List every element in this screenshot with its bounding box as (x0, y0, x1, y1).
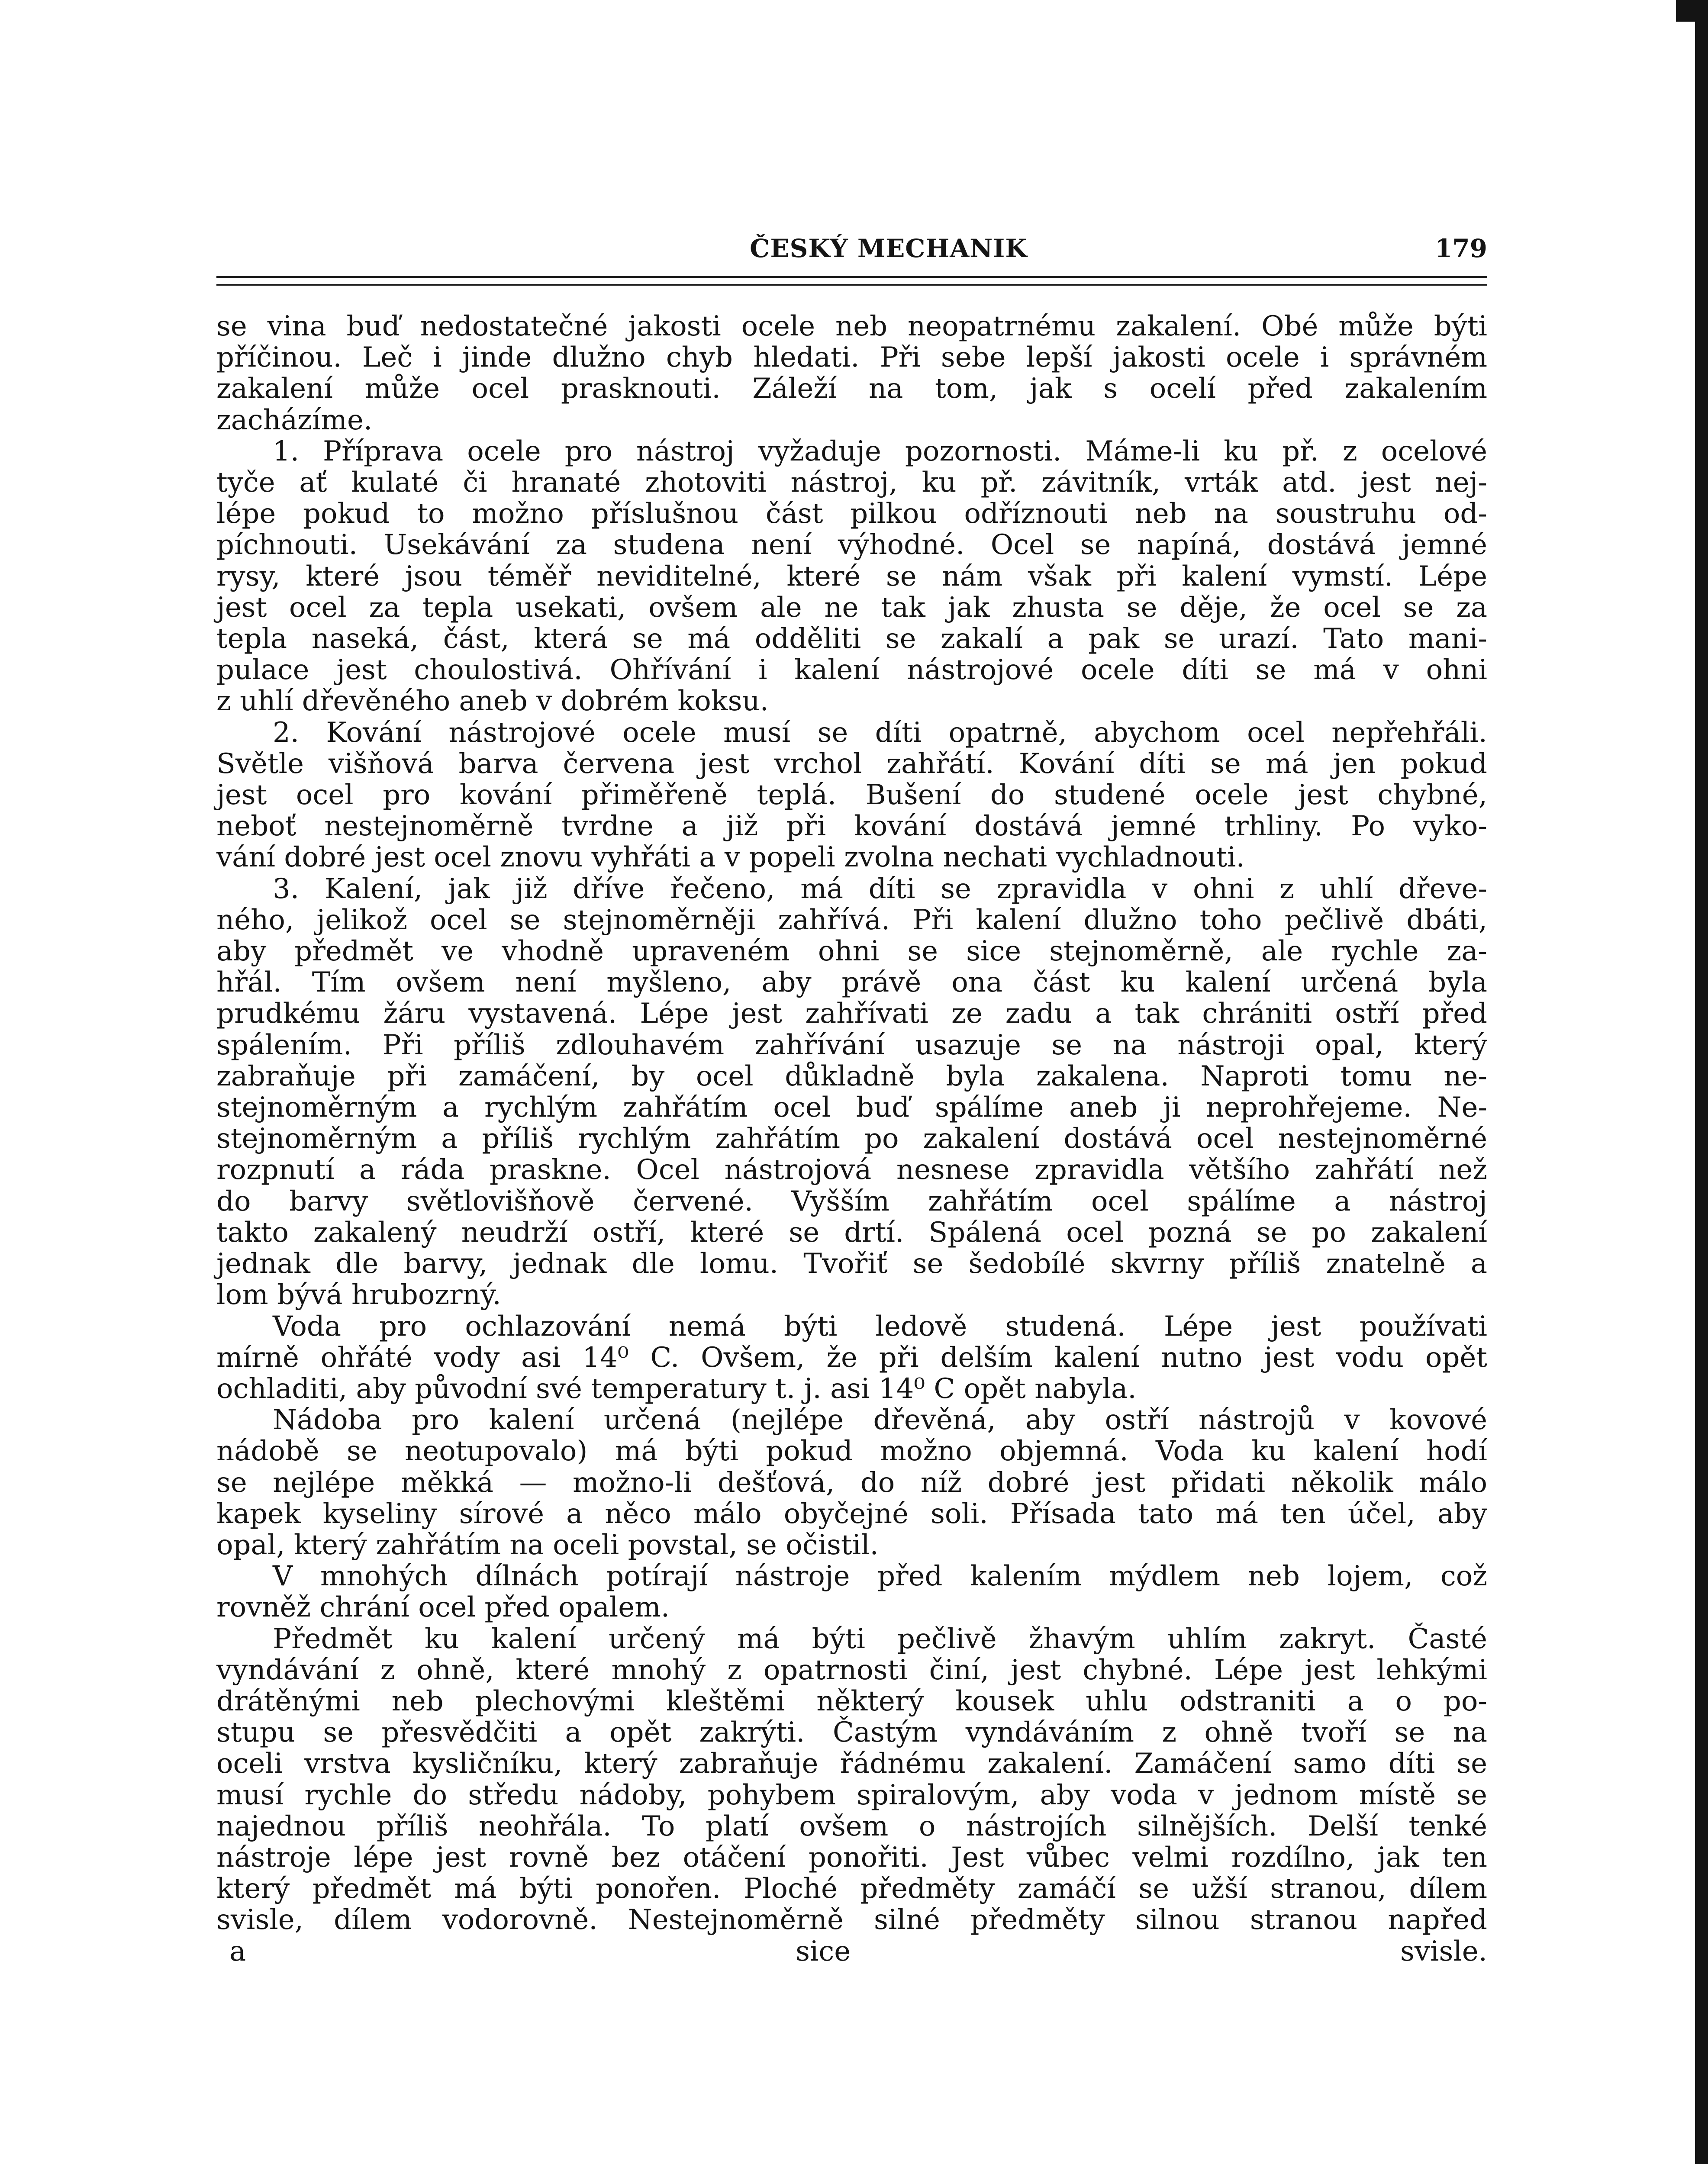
text-line: kapek kyseliny sírové a něco málo obyčejné soli. Přísada tato má ten účel, aby (216, 1497, 1487, 1530)
text-line: ochladiti, aby původní své temperatury t. j. asi 14⁰ C opět nabyla. (216, 1372, 1137, 1405)
text-line: Světle višňová barva červena jest vrchol zahřátí. Kování díti se má jen pokud (216, 747, 1487, 780)
text-line: se vina buď nedostatečné jakosti ocele neb neopatrnému zakalení. Obé může býti (216, 310, 1487, 342)
text-line: vyndávání z ohně, které mnohý z opatrnosti činí, jest chybné. Lépe jest lehkými (216, 1654, 1487, 1686)
text-line: rozpnutí a ráda praskne. Ocel nástrojová nesnese zpravidla většího zahřátí než (216, 1154, 1487, 1186)
text-line: ného, jelikož ocel se stejnoměrněji zahřívá. Při kalení dlužno toho pečlivě dbáti, (216, 904, 1487, 936)
text-line: aby předmět ve vhodně upraveném ohni se sice stejnoměrně, ale rychle za- (216, 935, 1487, 968)
text-line: hřál. Tím ovšem není myšleno, aby právě ona část ku kalení určená byla (216, 966, 1487, 999)
running-title: ČESKÝ MECHANIK (750, 234, 1028, 263)
text-line: oceli vrstva kysličníku, který zabraňuje řádnému zakalení. Zamáčení samo díti se (216, 1748, 1487, 1780)
text-line: neboť nestejnoměrně tvrdne a již při kování dostává jemné trhliny. Po vyko- (216, 810, 1487, 843)
text-line: se nejlépe měkká — možno-li dešťová, do níž dobré jest přidati několik málo (216, 1466, 1487, 1499)
text-line: lom bývá hrubozrný. (216, 1279, 501, 1311)
text-line: do barvy světlovišňově červené. Vyšším zahřátím ocel spálíme a nástroj (216, 1185, 1487, 1217)
text-line: drátěnými neb plechovými kleštěmi některý kousek uhlu odstraniti a o po- (216, 1685, 1487, 1717)
text-line: stejnoměrným a rychlým zahřátím ocel buď spálíme aneb ji neprohřejeme. Ne- (216, 1092, 1487, 1124)
text-line: jednak dle barvy, jednak dle lomu. Tvořiť se šedobílé skvrny příliš znatelně a (216, 1248, 1487, 1280)
page-edge-shadow-top (1676, 0, 1695, 22)
text-line: nástroje lépe jest rovně bez otáčení ponořiti. Jest vůbec velmi rozdílno, jak ten (216, 1841, 1487, 1874)
text-line: vání dobré jest ocel znovu vyhřáti a v popeli zvolna nechati vychladnouti. (216, 841, 1245, 874)
text-line: prudkému žáru vystavená. Lépe jest zahřívati ze zadu a tak chrániti ostří před (216, 998, 1487, 1030)
text-line: jest ocel pro kování přiměřeně teplá. Bušení do studené ocele jest chybné, (216, 779, 1487, 812)
text-line: mírně ohřáté vody asi 14⁰ C. Ovšem, že při delším kalení nutno jest vodu opět (216, 1341, 1487, 1374)
text-line: Nádoba pro kalení určená (nejlépe dřevěná, aby ostří nástrojů v kovové (273, 1404, 1487, 1436)
text-line: takto zakalený neudrží ostří, které se drtí. Spálená ocel pozná se po zakalení (216, 1216, 1487, 1249)
text-line: a sice svisle. (229, 1935, 1487, 1968)
text-line: V mnohých dílnách potírají nástroje před kalením mýdlem neb lojem, což (273, 1560, 1487, 1593)
text-line: spálením. Při příliš zdlouhavém zahřívání usazuje se na nástroji opal, který (216, 1029, 1487, 1061)
text-line: Voda pro ochlazování nemá býti ledově studená. Lépe jest používati (273, 1310, 1487, 1343)
text-line: rysy, které jsou téměř neviditelné, které se nám však při kalení vymstí. Lépe (216, 560, 1487, 593)
text-line: stejnoměrným a příliš rychlým zahřátím po zakalení dostává ocel nestejnoměrné (216, 1123, 1487, 1155)
text-line: příčinou. Leč i jinde dlužno chyb hledati. Při sebe lepší jakosti ocele i správném (216, 341, 1487, 374)
text-line: zabraňuje při zamáčení, by ocel důkladně byla zakalena. Naproti tomu ne- (216, 1060, 1487, 1092)
text-line: nádobě se neotupovalo) má býti pokud možno objemná. Voda ku kalení hodí (216, 1435, 1487, 1468)
text-line: píchnouti. Usekávání za studena není výhodné. Ocel se napíná, dostává jemné (216, 529, 1487, 561)
text-line: pulace jest choulostivá. Ohřívání i kalení nástrojové ocele díti se má v ohni (216, 654, 1487, 686)
text-line: opal, který zahřátím na oceli povstal, se očistil. (216, 1529, 879, 1561)
text-line: musí rychle do středu nádoby, pohybem spiralovým, aby voda v jednom místě se (216, 1779, 1487, 1811)
page-edge-shadow (1695, 0, 1708, 2164)
text-line: stupu se přesvědčiti a opět zakrýti. Častým vyndáváním z ohně tvoří se na (216, 1716, 1487, 1749)
text-line: najednou příliš neohřála. To platí ovšem o nástrojích silnějších. Delší tenké (216, 1810, 1487, 1842)
text-line: Předmět ku kalení určený má býti pečlivě žhavým uhlím zakryt. Časté (273, 1623, 1487, 1655)
text-body (216, 311, 1487, 2164)
text-line: jest ocel za tepla usekati, ovšem ale ne tak jak zhusta se děje, že ocel se za (216, 591, 1487, 624)
text-line: tyče ať kulaté či hranaté zhotoviti nástroj, ku př. závitník, vrták atd. jest nej- (216, 467, 1487, 499)
text-line: 3. Kalení, jak již dříve řečeno, má díti se zpravidla v ohni z uhlí dřeve- (273, 873, 1487, 905)
text-line: který předmět má býti ponořen. Ploché předměty zamáčí se užší stranou, dílem (216, 1873, 1487, 1905)
text-line: rovněž chrání ocel před opalem. (216, 1591, 670, 1624)
text-line: z uhlí dřevěného aneb v dobrém koksu. (216, 685, 769, 718)
text-line: 1. Příprava ocele pro nástroj vyžaduje pozornosti. Máme-li ku př. z ocelové (273, 435, 1487, 467)
page-number: 179 (1434, 234, 1487, 263)
text-line: svisle, dílem vodorovně. Nestejnoměrně silné předměty silnou stranou napřed (216, 1904, 1487, 1936)
text-line: zacházíme. (216, 404, 373, 436)
text-line: tepla naseká, část, která se má odděliti se zakalí a pak se urazí. Tato mani- (216, 623, 1487, 655)
text-line: zakalení může ocel prasknouti. Záleží na tom, jak s ocelí před zakalením (216, 373, 1487, 405)
page-header (216, 229, 1487, 268)
text-line: 2. Kování nástrojové ocele musí se díti opatrně, abychom ocel nepřehřáli. (273, 716, 1487, 749)
header-double-rule (216, 276, 1487, 286)
text-line: lépe pokud to možno příslušnou část pilkou odříznouti neb na soustruhu od- (216, 498, 1487, 530)
